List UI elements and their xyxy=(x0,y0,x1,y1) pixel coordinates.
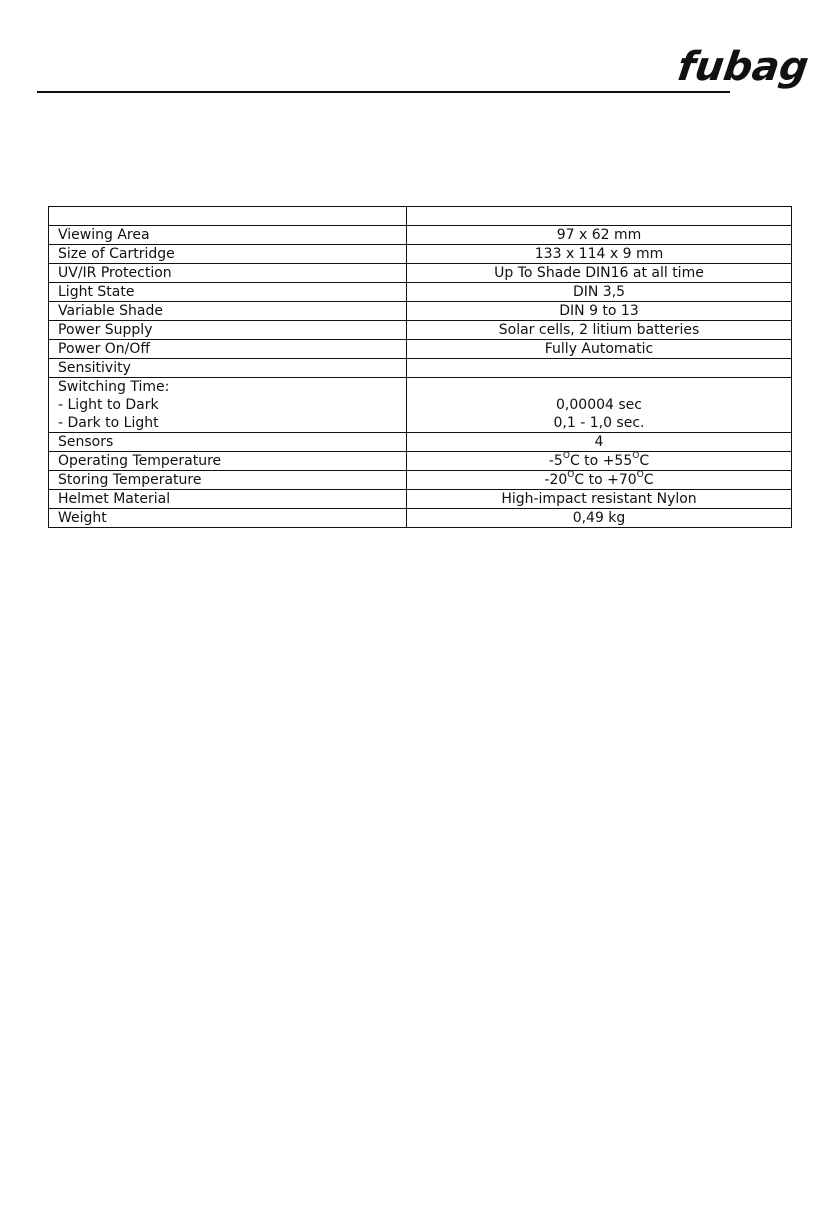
table-header-row xyxy=(49,207,792,226)
table-row-storing-temperature xyxy=(49,471,792,490)
table-row xyxy=(49,226,792,245)
value-cell: 97 x 62 mm xyxy=(407,226,792,245)
svg-text:fubag: fubag xyxy=(674,44,812,90)
light-to-dark-label: - Light to Dark xyxy=(58,397,159,413)
value-cell: 0,49 kg xyxy=(407,509,792,528)
table-row xyxy=(49,264,792,283)
value-cell: 4 xyxy=(407,433,792,452)
header-cell-value xyxy=(407,207,792,226)
specifications-table xyxy=(48,206,792,528)
table-row xyxy=(49,490,792,509)
param-cell: Helmet Material xyxy=(49,490,407,509)
param-cell: Power Supply xyxy=(49,321,407,340)
degree-mark: O xyxy=(562,451,570,462)
table-row xyxy=(49,359,792,378)
switching-time-spacer xyxy=(416,378,782,396)
temp-unit: C xyxy=(643,472,654,488)
table-row-operating-temperature xyxy=(49,452,792,471)
degree-mark: O xyxy=(636,470,644,481)
degree-mark: O xyxy=(567,470,575,481)
param-cell: UV/IR Protection xyxy=(49,264,407,283)
value-cell-switching-time xyxy=(407,378,792,433)
value-cell-storing-temperature xyxy=(407,471,792,490)
fubag-logo-icon xyxy=(674,38,812,100)
value-cell: DIN 9 to 13 xyxy=(407,302,792,321)
temp-unit: C xyxy=(639,453,650,469)
param-cell: Sensors xyxy=(49,433,407,452)
param-cell: Operating Temperature xyxy=(49,452,407,471)
switching-time-title: Switching Time: xyxy=(58,379,170,395)
temp-min: -5 xyxy=(548,453,563,469)
value-cell xyxy=(407,359,792,378)
value-cell: Solar cells, 2 litium batteries xyxy=(407,321,792,340)
table-row xyxy=(49,283,792,302)
header-rule xyxy=(37,91,730,93)
param-cell-switching-time xyxy=(49,378,407,433)
param-cell: Weight xyxy=(49,509,407,528)
light-to-dark-value: 0,00004 sec xyxy=(556,397,642,413)
header-cell-parameter xyxy=(49,207,407,226)
temp-joiner: to xyxy=(579,453,603,469)
param-cell: Size of Cartridge xyxy=(49,245,407,264)
temp-unit: C xyxy=(569,453,580,469)
temp-joiner: to xyxy=(584,472,608,488)
param-cell: Storing Temperature xyxy=(49,471,407,490)
temp-min: -20 xyxy=(544,472,568,488)
table-row xyxy=(49,302,792,321)
value-cell: 133 x 114 x 9 mm xyxy=(407,245,792,264)
brand-logo xyxy=(674,38,812,100)
value-cell: Fully Automatic xyxy=(407,340,792,359)
value-cell: DIN 3,5 xyxy=(407,283,792,302)
degree-mark: O xyxy=(632,451,640,462)
param-cell: Power On/Off xyxy=(49,340,407,359)
temp-unit: C xyxy=(574,472,585,488)
param-cell: Variable Shade xyxy=(49,302,407,321)
value-cell: Up To Shade DIN16 at all time xyxy=(407,264,792,283)
temp-max: +55 xyxy=(602,453,633,469)
param-cell: Sensitivity xyxy=(49,359,407,378)
table-row-switching-time xyxy=(49,378,792,433)
table-row xyxy=(49,321,792,340)
table-row xyxy=(49,245,792,264)
table-row xyxy=(49,509,792,528)
param-cell: Light State xyxy=(49,283,407,302)
value-cell-operating-temperature xyxy=(407,452,792,471)
dark-to-light-label: - Dark to Light xyxy=(58,415,159,431)
table-row xyxy=(49,340,792,359)
temp-max: +70 xyxy=(607,472,637,488)
param-cell: Viewing Area xyxy=(49,226,407,245)
table-row xyxy=(49,433,792,452)
value-cell: High-impact resistant Nylon xyxy=(407,490,792,509)
dark-to-light-value: 0,1 - 1,0 sec. xyxy=(553,415,645,431)
